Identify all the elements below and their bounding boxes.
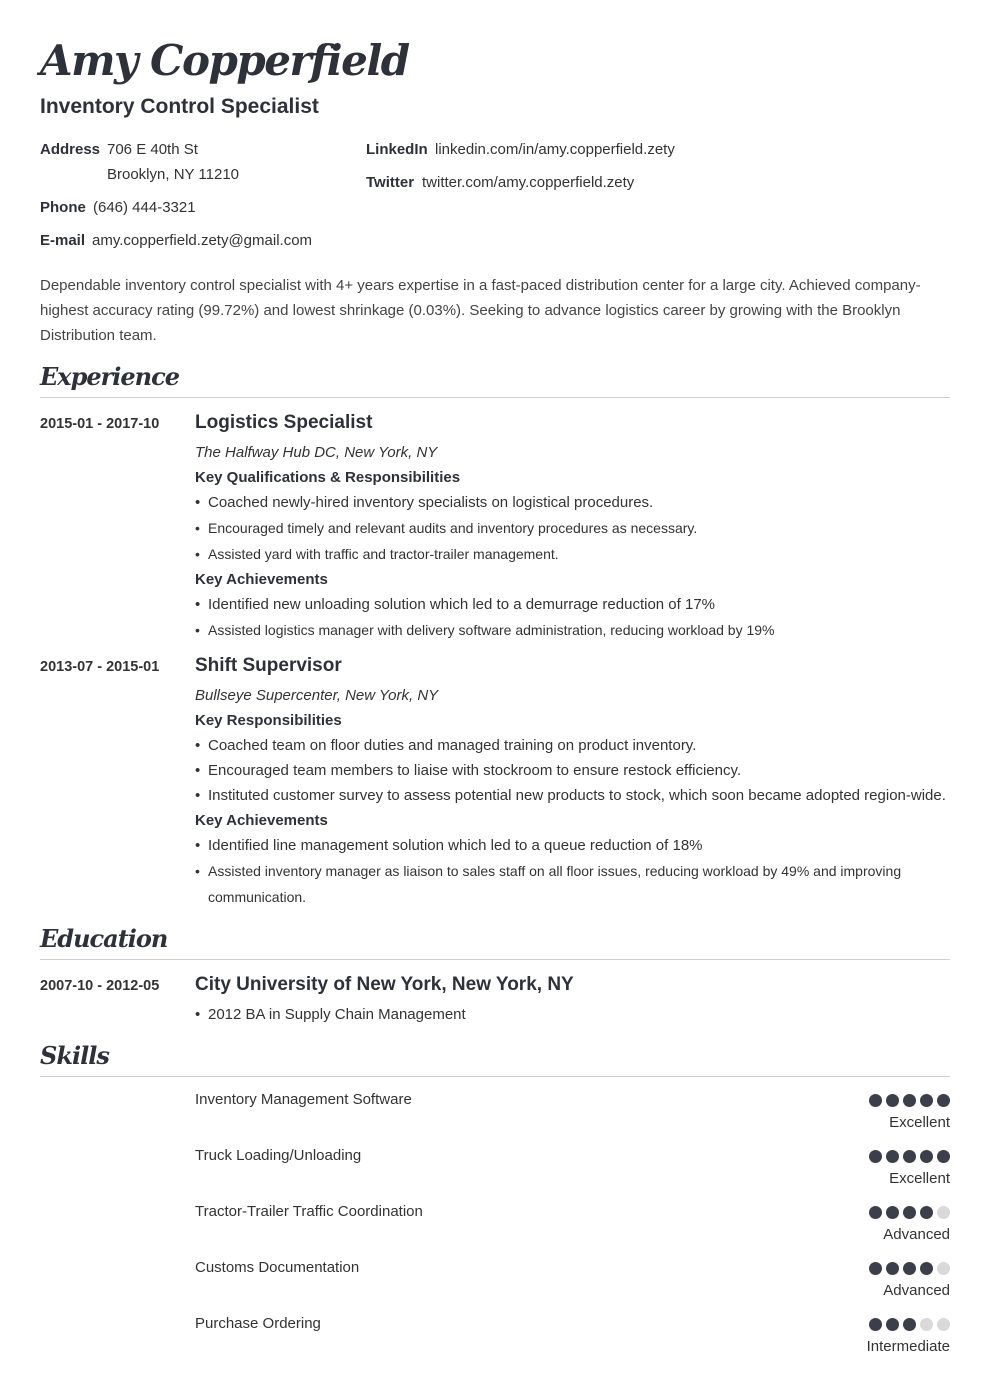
- email-label: E-mail: [40, 232, 86, 249]
- education-dates: 2007-10 - 2012-05: [40, 978, 160, 994]
- rating-dot-filled: [886, 1150, 899, 1163]
- list-item: • Encouraged team members to liaise with stockroom to ensure restock efficiency.: [195, 762, 742, 779]
- section-title-experience: Experience: [40, 362, 180, 391]
- phone-label: Phone: [40, 199, 86, 216]
- rating-dot-filled: [886, 1262, 899, 1275]
- phone-value[interactable]: (646) 444-3321: [93, 199, 196, 216]
- rating-dot-filled: [903, 1150, 916, 1163]
- education-school: City University of New York, New York, NY: [195, 974, 574, 995]
- rating-dot-empty: [937, 1318, 950, 1331]
- skill-rating: [869, 1262, 950, 1275]
- section-divider: [40, 959, 950, 960]
- job-employer: The Halfway Hub DC, New York, NY: [195, 444, 438, 461]
- skill-rating: [869, 1150, 950, 1163]
- rating-dot-filled: [903, 1318, 916, 1331]
- rating-dot-filled: [920, 1094, 933, 1107]
- rating-dot-filled: [886, 1094, 899, 1107]
- linkedin-label: LinkedIn: [366, 141, 428, 158]
- rating-dot-filled: [869, 1318, 882, 1331]
- rating-dot-filled: [869, 1150, 882, 1163]
- list-item: • Encouraged timely and relevant audits and inventory procedures as necessary.: [195, 520, 698, 536]
- skill-level: Excellent: [889, 1114, 950, 1131]
- skill-rating: [869, 1094, 950, 1107]
- rating-dot-filled: [886, 1318, 899, 1331]
- rating-dot-filled: [920, 1262, 933, 1275]
- candidate-headline: Inventory Control Specialist: [40, 95, 319, 118]
- linkedin-value[interactable]: linkedin.com/in/amy.copperfield.zety: [435, 141, 675, 158]
- rating-dot-empty: [920, 1318, 933, 1331]
- job-subheading: Key Responsibilities: [195, 712, 342, 729]
- list-item: • Identified line management solution which led to a queue reduction of 18%: [195, 837, 703, 854]
- rating-dot-filled: [869, 1262, 882, 1275]
- candidate-name: Amy Copperfield: [40, 36, 409, 85]
- rating-dot-filled: [937, 1094, 950, 1107]
- job-title: Logistics Specialist: [195, 412, 373, 433]
- address-line1: 706 E 40th St: [107, 141, 198, 158]
- skill-rating: [869, 1206, 950, 1219]
- list-item: • Assisted yard with traffic and tractor-trailer management.: [195, 546, 559, 562]
- section-title-education: Education: [40, 924, 168, 953]
- rating-dot-filled: [886, 1206, 899, 1219]
- rating-dot-filled: [937, 1150, 950, 1163]
- skill-level: Advanced: [883, 1226, 950, 1243]
- skill-level: Excellent: [889, 1170, 950, 1187]
- job-subheading: Key Qualifications & Responsibilities: [195, 469, 461, 486]
- skill-rating: [869, 1318, 950, 1331]
- address-line2: Brooklyn, NY 11210: [107, 166, 240, 183]
- skill-name: Inventory Management Software: [195, 1091, 412, 1108]
- profile-summary: Dependable inventory control specialist with 4+ years expertise in a fast-paced distribution center for a large city. Achieved company-highest accuracy rating (99.72%) and lowest shrinkage (0.03%). Seeking to advance logistics career by growing with the Brooklyn Distribution team.: [40, 277, 921, 344]
- twitter-label: Twitter: [366, 174, 415, 191]
- job-employer: Bullseye Supercenter, New York, NY: [195, 687, 439, 704]
- rating-dot-filled: [903, 1094, 916, 1107]
- skill-level: Intermediate: [866, 1338, 950, 1355]
- section-title-skills: Skills: [40, 1041, 109, 1070]
- rating-dot-filled: [903, 1206, 916, 1219]
- list-item: • Identified new unloading solution which led to a demurrage reduction of 17%: [195, 596, 715, 613]
- list-item: • Coached newly-hired inventory specialists on logistical procedures.: [195, 494, 654, 511]
- skill-name: Purchase Ordering: [195, 1315, 321, 1332]
- job-dates: 2013-07 - 2015-01: [40, 659, 160, 675]
- rating-dot-filled: [920, 1150, 933, 1163]
- job-title: Shift Supervisor: [195, 655, 342, 676]
- address-label: Address: [40, 141, 101, 158]
- section-divider: [40, 397, 950, 398]
- skill-level: Advanced: [883, 1282, 950, 1299]
- list-item: • 2012 BA in Supply Chain Management: [195, 1006, 466, 1023]
- list-item: • Coached team on floor duties and managed training on product inventory.: [195, 737, 697, 754]
- rating-dot-empty: [937, 1206, 950, 1219]
- rating-dot-empty: [937, 1262, 950, 1275]
- rating-dot-filled: [903, 1262, 916, 1275]
- skill-name: Customs Documentation: [195, 1259, 360, 1276]
- list-item: • Assisted inventory manager as liaison to sales staff on all floor issues, reducing workload by 49% and improving communication.: [195, 863, 902, 905]
- email-value[interactable]: amy.copperfield.zety@gmail.com: [92, 232, 313, 249]
- job-subheading: Key Achievements: [195, 812, 328, 829]
- twitter-value[interactable]: twitter.com/amy.copperfield.zety: [422, 174, 635, 191]
- rating-dot-filled: [920, 1206, 933, 1219]
- job-dates: 2015-01 - 2017-10: [40, 416, 160, 432]
- skill-name: Truck Loading/Unloading: [195, 1147, 362, 1164]
- rating-dot-filled: [869, 1094, 882, 1107]
- list-item: • Instituted customer survey to assess potential new products to stock, which soon became adopted region-wide.: [195, 787, 946, 804]
- job-subheading: Key Achievements: [195, 571, 328, 588]
- skill-name: Tractor-Trailer Traffic Coordination: [195, 1203, 423, 1220]
- rating-dot-filled: [869, 1206, 882, 1219]
- section-divider: [40, 1076, 950, 1077]
- list-item: • Assisted logistics manager with delivery software administration, reducing workload by 19%: [195, 622, 775, 638]
